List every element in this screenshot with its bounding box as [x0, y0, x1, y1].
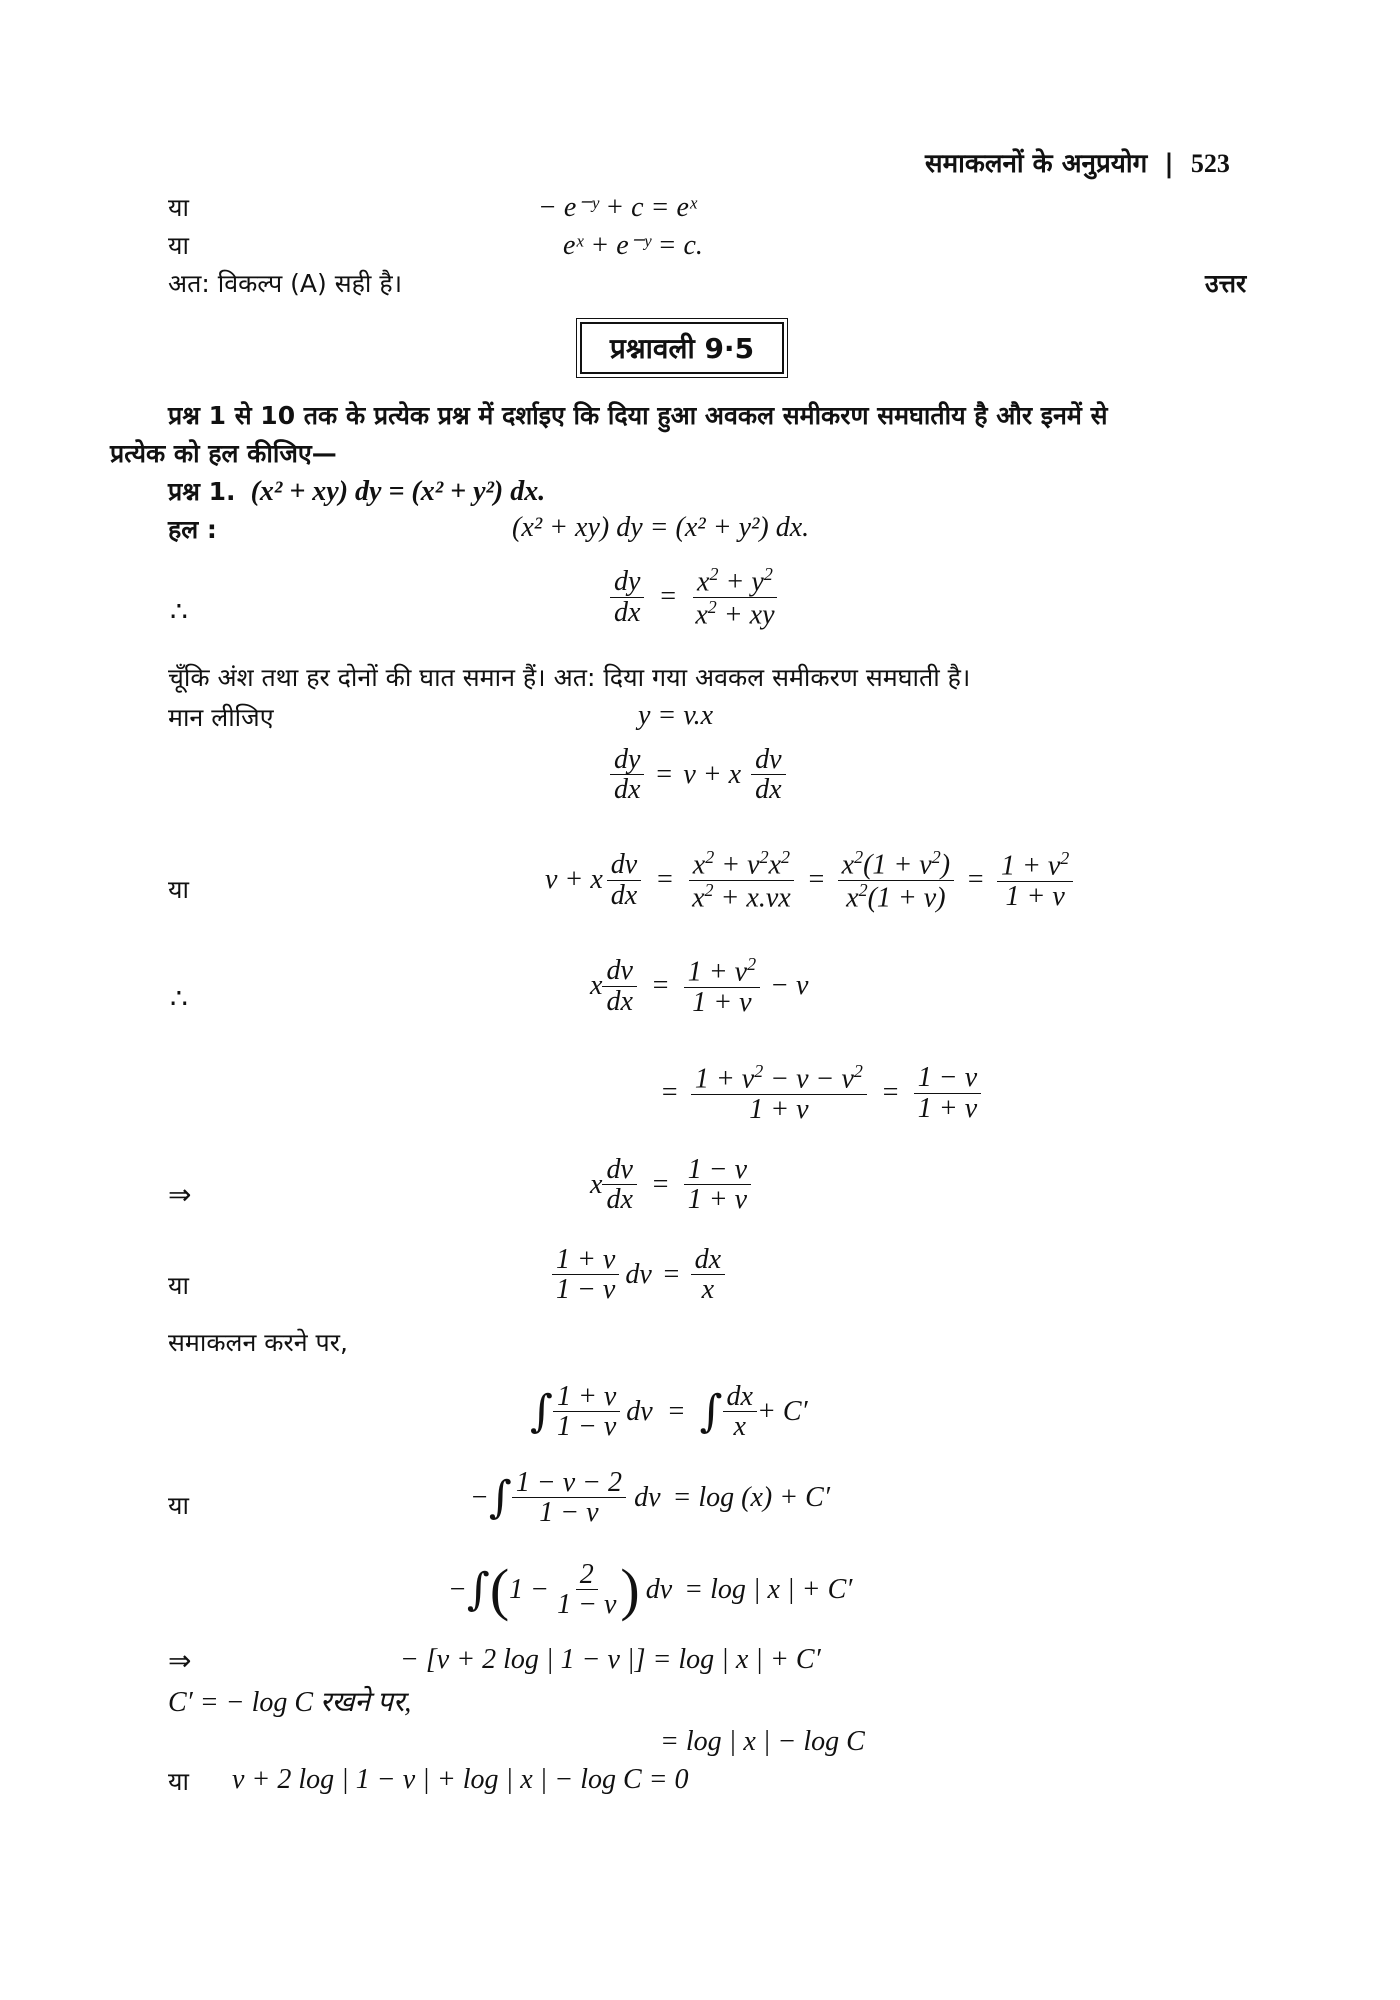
prev-equation-1: − e⁻ʸ + c = eˣ — [538, 192, 697, 223]
eq-integral-split: − ∫ ( 1 − $\frac{2}{1 - v}$ ) dv = log | x | + C′ — [448, 1556, 853, 1622]
solution-label: हल : — [168, 515, 217, 544]
exercise-title: प्रश्नावली 9·5 — [609, 332, 755, 365]
question-1 — [168, 474, 545, 508]
prev-equation-2: eˣ + e⁻ʸ = c. — [563, 230, 703, 261]
let-label: मान लीजिए — [168, 703, 274, 732]
eq-integral: ∫ $\frac{1 + v}{1 - v}$ dv = ∫ $\frac{dx}{x}$ + C′ — [530, 1381, 808, 1443]
question-statement: (x² + xy) dy = (x² + y²) dx. — [250, 476, 546, 507]
running-header — [925, 144, 1230, 180]
eq-simplify: = $\frac{1 + v^2 - v - v^2}{1 + v}$ = $\frac{1 - v}{1 + v}$ — [660, 1062, 981, 1124]
header-separator: | — [1164, 149, 1174, 179]
ya-label-1: या — [168, 875, 189, 904]
ya-label-2: या — [168, 1271, 189, 1300]
eq-final-rhs: = log | x | − log C — [660, 1726, 865, 1757]
eq-integral-rewrite: − ∫ $\frac{1 - v - 2}{1 - v}$ dv = log (x) + C′ — [470, 1467, 830, 1529]
eq-separable: x $\frac{dv}{dx}$ = $\frac{1 - v}{1 + v}$ — [590, 1155, 751, 1215]
page-number: 523 — [1190, 149, 1230, 178]
eq-separated: $\frac{1 + v}{1 - v}$ dv = $\frac{dx}{x}$ — [552, 1245, 725, 1305]
eq-rhs-log-1: = log (x) + C′ — [672, 1481, 830, 1513]
substitution: y = v.x — [638, 700, 714, 731]
cprime-substitution: C′ = − log C रखने पर, — [168, 1687, 412, 1718]
eq-derivative-sub: $\frac{dy}{dx}$ = v + x $\frac{dv}{dx}$ — [610, 745, 786, 805]
question-label: प्रश्न 1. — [168, 477, 236, 506]
implies-1: ⇒ — [168, 1180, 192, 1211]
prev-ya-2: या — [168, 231, 189, 260]
ya-label-4: या — [168, 1767, 189, 1796]
eq-final: v + 2 log | 1 − v | + log | x | − log C = 0 — [232, 1764, 689, 1795]
eq-bracket: − [v + 2 log | 1 − v |] = log | x | + C′ — [400, 1644, 821, 1675]
therefore-2: ∴ — [170, 984, 188, 1015]
eq-substituted: v + x $\frac{dv}{dx}$ = $\frac{x^2 + v^2x^2}{x^2 + x.vx}$ = $\frac{x^2(1 + v^2)}{x^2(1 + v)}$ = $\frac{1 + v^2}{1 + v}$ — [545, 848, 1073, 912]
integrating-label: समाकलन करने पर, — [168, 1328, 348, 1357]
eq-rhs-log-2: = log | x | + C′ — [684, 1573, 853, 1605]
eq-dydx-ratio: $\frac{dy}{dx}$ = $\frac{x^2 + y^2}{x^2 + xy}$ — [610, 565, 779, 629]
therefore-1: ∴ — [170, 597, 188, 628]
given-equation: (x² + xy) dy = (x² + y²) dx. — [512, 512, 810, 543]
prev-conclusion: अत: विकल्प (A) सही है। — [168, 269, 403, 298]
prev-ya-1: या — [168, 193, 189, 222]
implies-2: ⇒ — [168, 1646, 192, 1677]
exercise-title-box — [580, 322, 784, 374]
instruction-line-1: प्रश्न 1 से 10 तक के प्रत्येक प्रश्न में दर्शाइए कि दिया हुआ अवकल समीकरण समघातीय है और इनमें से — [168, 401, 1108, 430]
ya-label-3: या — [168, 1491, 189, 1520]
answer-label: उत्तर — [1205, 269, 1247, 298]
homogeneous-statement: चूँकि अंश तथा हर दोनों की घात समान हैं। अत: दिया गया अवकल समीकरण समघाती है। — [168, 663, 971, 692]
eq-isolate: x $\frac{dv}{dx}$ = $\frac{1 + v^2}{1 + v}$ − v — [590, 954, 809, 1018]
chapter-title: समाकलनों के अनुप्रयोग — [925, 149, 1148, 179]
instruction-line-2: प्रत्येक को हल कीजिए— — [110, 439, 337, 468]
